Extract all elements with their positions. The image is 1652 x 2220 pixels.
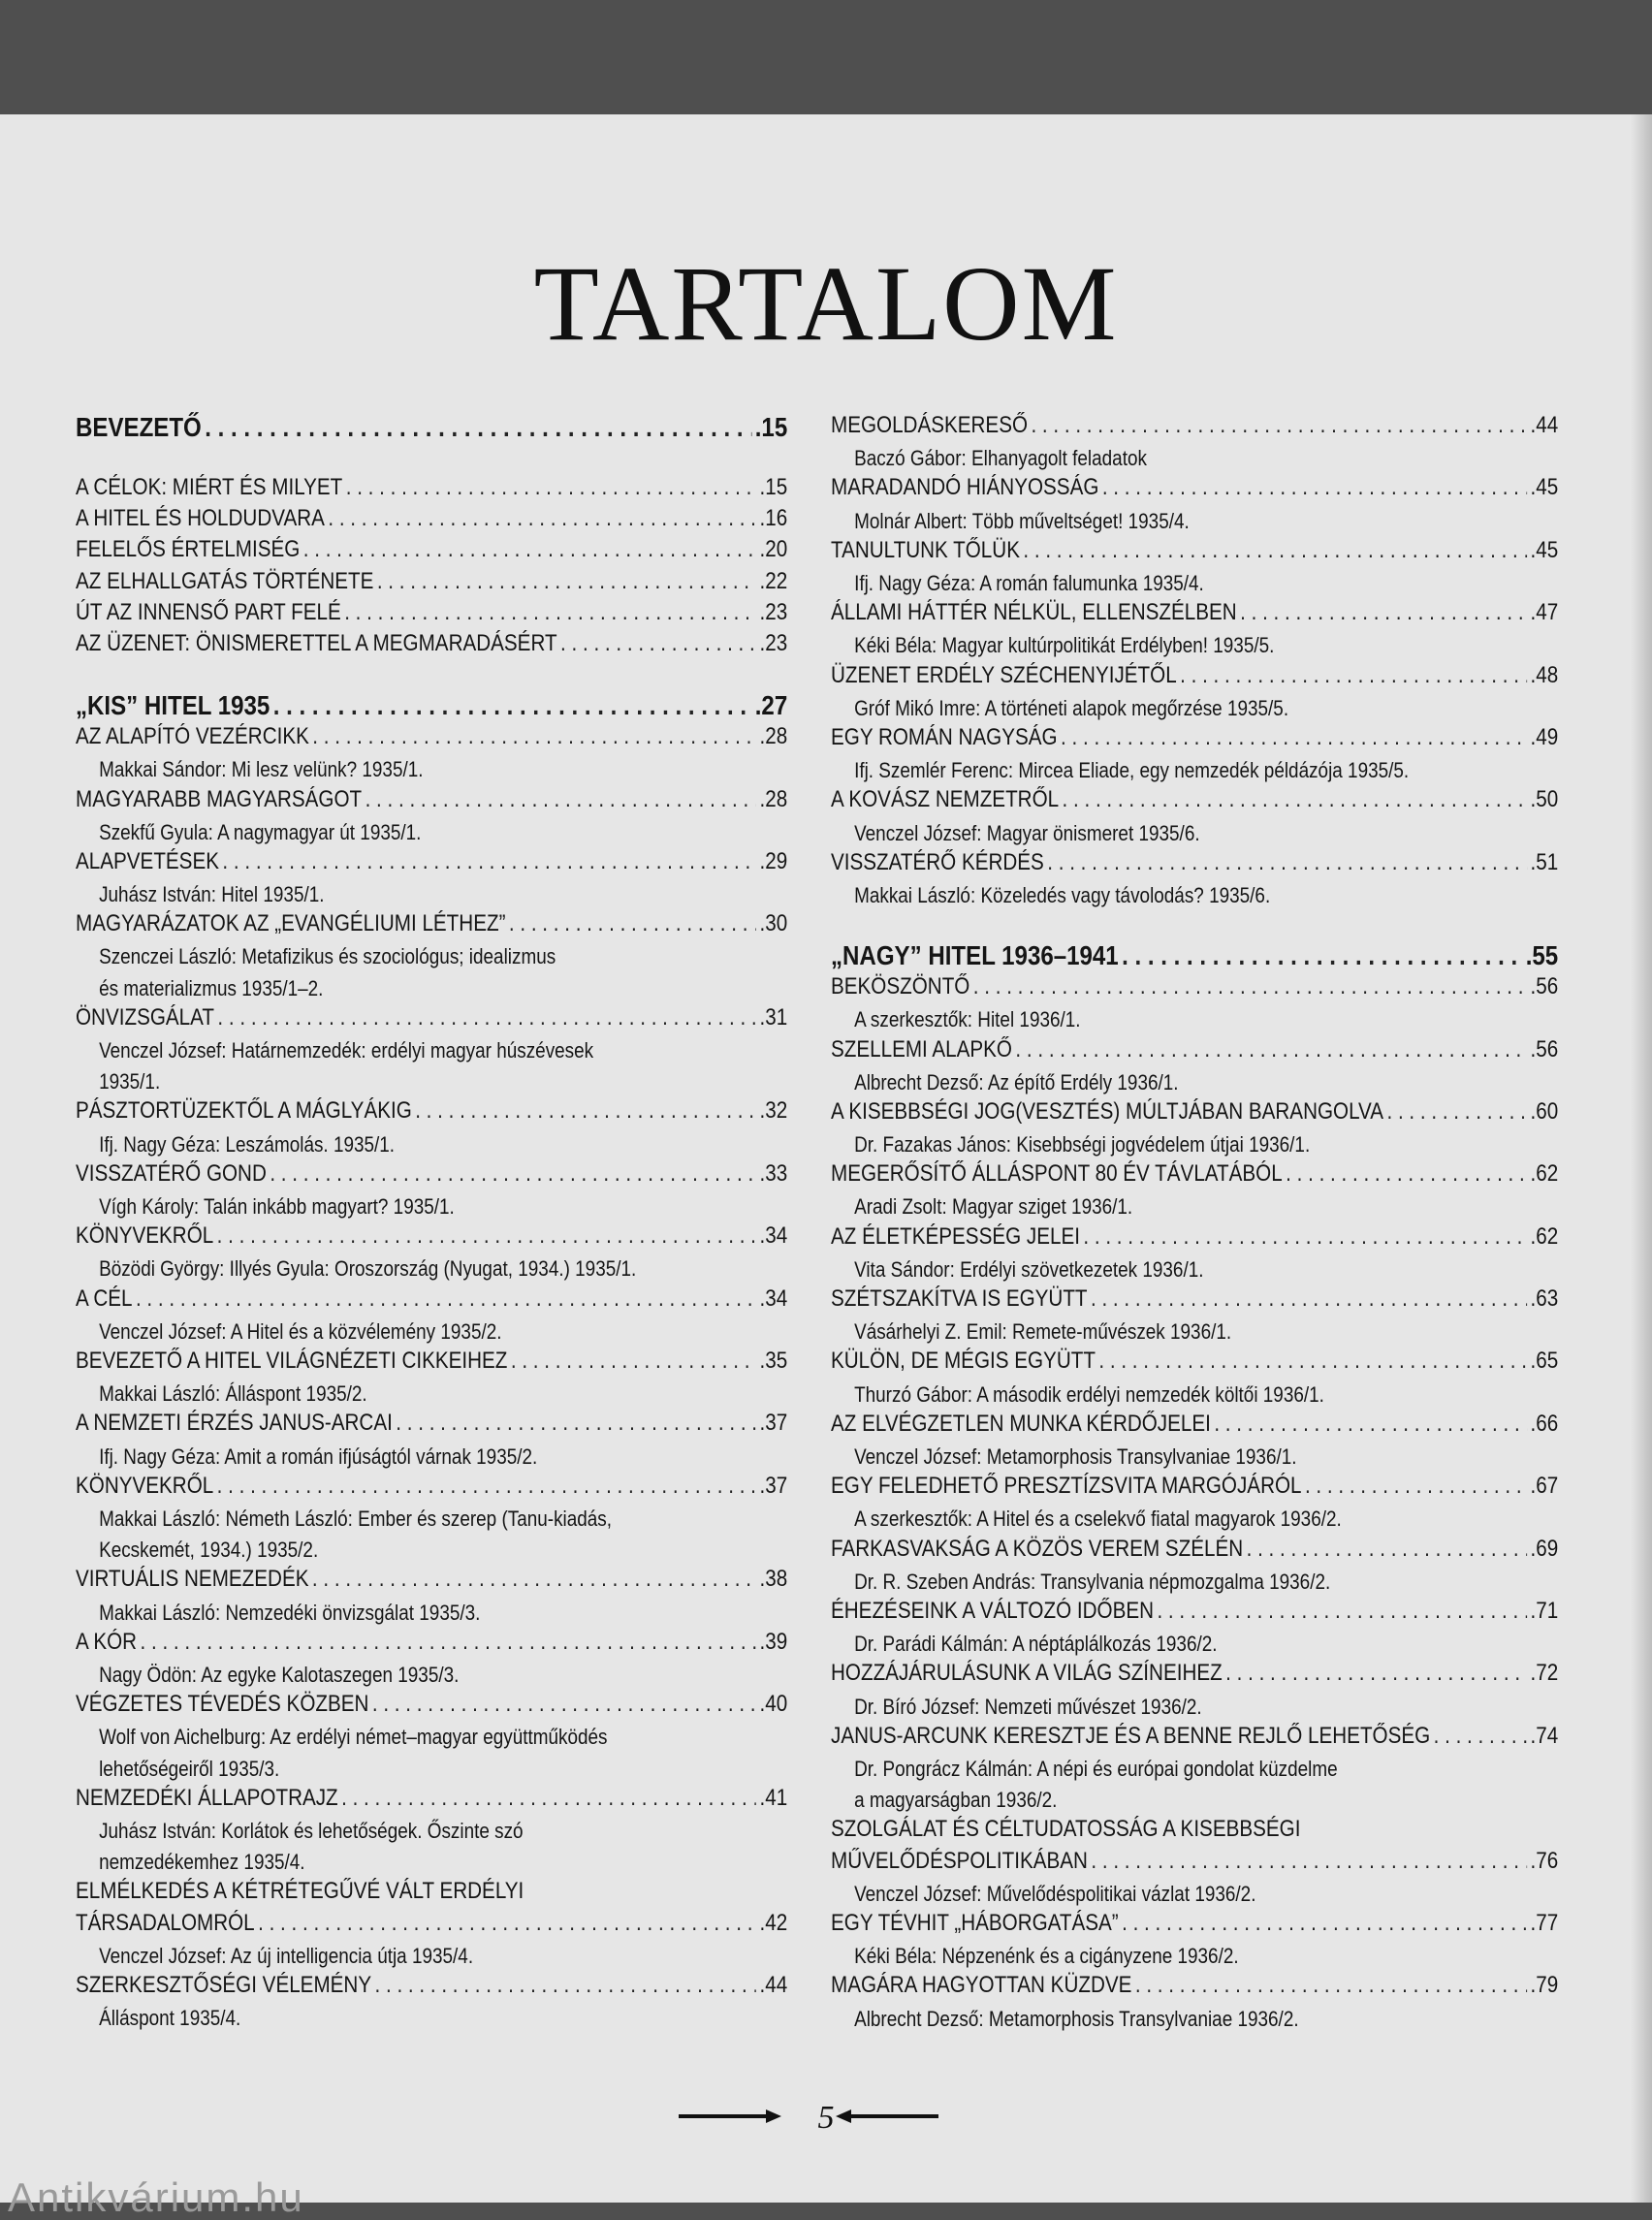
toc-entry-author: Ifj. Nagy Géza: Amit a román ifjúságtól várnak 1935/2.: [99, 1443, 538, 1469]
toc-entry[interactable]: [76, 474, 787, 505]
toc-entry-title: SZOLGÁLAT ÉS CÉLTUDATOSSÁG A KISEBBSÉGI: [831, 1816, 1301, 1843]
toc-page-number: .28: [759, 785, 788, 812]
toc-page-number: .33: [759, 1159, 788, 1187]
dot-leader: [136, 1285, 756, 1313]
toc-entry[interactable]: [76, 1629, 787, 1660]
toc-entry[interactable]: [831, 849, 1558, 880]
toc-entry-title: AZ ALAPÍTÓ VEZÉRCIKK: [76, 723, 309, 750]
toc-entry[interactable]: [831, 474, 1558, 505]
toc-entry-title: SZERKESZTŐSÉGI VÉLEMÉNY: [76, 1971, 372, 1998]
toc-entry-author: Ifj. Nagy Géza: A román falumunka 1935/4.: [854, 570, 1204, 595]
dot-leader: [1015, 1036, 1527, 1063]
toc-page-number: .40: [759, 1691, 788, 1718]
dot-leader: [372, 1691, 756, 1718]
toc-entry[interactable]: [76, 1097, 787, 1128]
toc-entry-title: AZ ÉLETKÉPESSÉG JELEI: [831, 1222, 1080, 1250]
toc-page-number: .77: [1530, 1909, 1559, 1936]
dot-leader: [312, 1566, 756, 1593]
toc-entry[interactable]: [831, 1348, 1558, 1379]
dot-leader: [1225, 1660, 1527, 1687]
toc-entry[interactable]: [76, 1972, 787, 2003]
toc-entry-title: FELELŐS ÉRTELMISÉG: [76, 536, 301, 563]
toc-page-number: .65: [1530, 1348, 1559, 1375]
toc-entry-author: Molnár Albert: Több műveltséget! 1935/4.: [854, 508, 1190, 533]
toc-entry-author: Álláspont 1935/4.: [99, 2006, 241, 2031]
toc-page-number: .37: [759, 1472, 788, 1499]
dot-leader: [509, 910, 756, 937]
toc-entry-title: NEMZEDÉKI ÁLLAPOTRAJZ: [76, 1784, 338, 1811]
toc-entry-title: KÜLÖN, DE MÉGIS EGYÜTT: [831, 1348, 1096, 1375]
toc-page-number: .27: [754, 690, 788, 721]
toc-entry[interactable]: [831, 1598, 1558, 1629]
toc-entry[interactable]: [831, 599, 1558, 630]
toc-entry-title: A CÉLOK: MIÉRT ÉS MILYET: [76, 474, 343, 500]
toc-entry-title: ÁLLAMI HÁTTÉR NÉLKÜL, ELLENSZÉLBEN: [831, 599, 1237, 626]
toc-entry-author: lehetőségeiről 1935/3.: [99, 1756, 280, 1781]
dot-leader: [1135, 1972, 1527, 1999]
toc-entry[interactable]: [76, 910, 787, 941]
toc-page-number: .76: [1530, 1847, 1559, 1874]
toc-entry[interactable]: [831, 1536, 1558, 1567]
toc-entry-title: FARKASVAKSÁG A KÖZÖS VEREM SZÉLÉN: [831, 1535, 1244, 1562]
dot-leader: [1098, 1348, 1527, 1375]
toc-entry[interactable]: [76, 1410, 787, 1441]
toc-page-number: .20: [759, 536, 788, 563]
toc-entry-author: Venczel József: Magyar önismeret 1935/6.: [854, 820, 1200, 845]
toc-page-number: .31: [759, 1003, 788, 1031]
toc-page-number: .23: [759, 598, 788, 625]
toc-entry-title: AZ ELVÉGZETLEN MUNKA KÉRDŐJELEI: [831, 1410, 1211, 1437]
dot-leader: [1180, 662, 1527, 689]
toc-entry[interactable]: [76, 1348, 787, 1379]
toc-entry-title: KÖNYVEKRŐL: [76, 1472, 214, 1499]
toc-page-number: .71: [1530, 1598, 1559, 1625]
dot-leader: [346, 474, 756, 501]
dot-leader: [1434, 1723, 1527, 1750]
dot-leader: [205, 412, 751, 443]
toc-entry[interactable]: [76, 1160, 787, 1191]
toc-entry[interactable]: [831, 537, 1558, 568]
toc-entry[interactable]: [76, 1285, 787, 1316]
toc-section-heading[interactable]: [76, 412, 787, 445]
toc-page-number: .45: [1530, 474, 1559, 501]
toc-page-number: .16: [759, 505, 788, 532]
toc-entry-author: Venczel József: Művelődéspolitikai vázlat 1936/2.: [854, 1881, 1256, 1906]
dot-leader: [1240, 599, 1527, 626]
toc-entry[interactable]: [76, 536, 787, 567]
toc-page-number: .38: [759, 1566, 788, 1593]
toc-page-number: .51: [1530, 848, 1559, 875]
toc-page-number: .62: [1530, 1160, 1559, 1188]
dot-leader: [141, 1629, 757, 1656]
toc-page-number: .72: [1530, 1660, 1559, 1687]
dot-leader: [1023, 537, 1527, 564]
dot-leader: [1122, 940, 1522, 971]
dot-leader: [273, 690, 752, 721]
toc-entry-title: SZELLEMI ALAPKŐ: [831, 1035, 1012, 1062]
dot-leader: [973, 973, 1527, 1000]
toc-entry-author: a magyarságban 1936/2.: [854, 1788, 1058, 1813]
dot-leader: [1063, 786, 1527, 813]
toc-page-number: .56: [1530, 1035, 1559, 1062]
toc-entry[interactable]: [76, 723, 787, 754]
dot-leader: [1031, 412, 1527, 439]
toc-page-number: .60: [1530, 1097, 1559, 1125]
toc-entry-author: Kecskemét, 1934.) 1935/2.: [99, 1538, 319, 1563]
toc-entry-title: ÚT AZ INNENSŐ PART FELÉ: [76, 598, 341, 625]
toc-entry-title: A KÓR: [76, 1628, 138, 1655]
toc-entry[interactable]: [76, 1691, 787, 1722]
toc-entry-title: VIRTUÁLIS NEMEZEDÉK: [76, 1566, 309, 1593]
toc-entry-title: AZ ÜZENET: ÖNISMERETTEL A MEGMARADÁSÉRT: [76, 629, 557, 656]
toc-entry-title: ÉHEZÉSEINK A VÁLTOZÓ IDŐBEN: [831, 1598, 1155, 1625]
toc-entry-author: Makkai László: Nemzedéki önvizsgálat 1935/3.: [99, 1600, 481, 1625]
section-gap: [831, 911, 1560, 940]
dot-leader: [560, 630, 756, 657]
toc-page-number: .15: [754, 412, 788, 442]
toc-page-number: .47: [1530, 599, 1559, 626]
toc-page-number: .30: [759, 910, 788, 937]
toc-entry-author: Gróf Mikó Imre: A történeti alapok megőrzése 1935/5.: [854, 695, 1289, 720]
toc-entry-author: Vásárhelyi Z. Emil: Remete-művészek 1936/1.: [854, 1319, 1232, 1345]
dot-leader: [1091, 1848, 1527, 1875]
toc-entry-title: VISSZATÉRŐ KÉRDÉS: [831, 848, 1044, 875]
dot-leader: [217, 1222, 756, 1250]
toc-entry-author: Venczel József: A Hitel és a közvélemény 1935/2.: [99, 1318, 502, 1344]
toc-entry-author: Makkai László: Németh László: Ember és szerep (Tanu-kiadás,: [99, 1506, 613, 1532]
toc-entry-author: Dr. Fazakas János: Kisebbségi jogvédelem útjai 1936/1.: [854, 1132, 1311, 1158]
toc-entry-author: Makkai Sándor: Mi lesz velünk? 1935/1.: [99, 757, 424, 782]
toc-entry[interactable]: [831, 1660, 1558, 1691]
toc-entry-author: Bözödi György: Illyés Gyula: Oroszország (Nyugat, 1934.) 1935/1.: [99, 1256, 637, 1282]
dot-leader: [1305, 1473, 1527, 1500]
toc-entry-title: HOZZÁJÁRULÁSUNK A VILÁG SZÍNEIHEZ: [831, 1660, 1223, 1687]
toc-entry-title: MAGYARABB MAGYARSÁGOT: [76, 785, 363, 812]
page-edge-shadow: [1631, 114, 1652, 2203]
toc-entry-author: Baczó Gábor: Elhanyagolt feladatok: [854, 446, 1147, 471]
toc-entry-title: TÁRSADALOMRÓL: [76, 1909, 255, 1936]
dot-leader: [328, 505, 756, 532]
toc-entry-author: Venczel József: Metamorphosis Transylvaniae 1936/1.: [854, 1444, 1297, 1470]
toc-page-number: .44: [1530, 412, 1559, 438]
toc-page-number: .79: [1530, 1972, 1559, 1999]
toc-entry[interactable]: [76, 599, 787, 630]
toc-page-number: .67: [1530, 1473, 1559, 1500]
toc-entry[interactable]: [76, 505, 787, 536]
toc-page-number: .48: [1530, 661, 1559, 688]
toc-entry[interactable]: [76, 1222, 787, 1253]
toc-page-number: .42: [759, 1909, 788, 1936]
toc-page-number: .15: [759, 474, 788, 500]
toc-entry-title: „NAGY” HITEL 1936–1941: [831, 940, 1119, 971]
toc-entry-author: Venczel József: Az új intelligencia útja 1935/4.: [99, 1943, 474, 1968]
dot-leader: [365, 786, 757, 813]
toc-page-number: .49: [1530, 723, 1559, 750]
toc-entry-title: A CÉL: [76, 1284, 133, 1312]
toc-entry-author: Makkai László: Közeledés vagy távolodás? 1935/6.: [854, 882, 1271, 907]
toc-entry-author: Juhász István: Hitel 1935/1.: [99, 882, 325, 907]
toc-right-column: [831, 412, 1560, 2035]
toc-page-number: .41: [759, 1784, 788, 1811]
toc-page-number: .28: [759, 723, 788, 750]
toc-page-number: .34: [759, 1222, 788, 1250]
toc-entry[interactable]: [76, 568, 787, 599]
dot-leader: [415, 1097, 756, 1125]
toc-entry-title: MŰVELŐDÉSPOLITIKÁBAN: [831, 1847, 1088, 1874]
toc-entry[interactable]: [831, 1910, 1558, 1941]
toc-entry[interactable]: [831, 786, 1558, 817]
watermark: Antikvárium.hu: [8, 2174, 304, 2220]
toc-entry-author: nemzedékemhez 1935/4.: [99, 1850, 305, 1875]
toc-entry-author: Vita Sándor: Erdélyi szövetkezetek 1936/1.: [854, 1256, 1204, 1282]
toc-entry-author: Nagy Ödön: Az egyke Kalotaszegen 1935/3.: [99, 1663, 460, 1687]
toc-entry[interactable]: [831, 1473, 1558, 1504]
toc-entry-title: A HITEL ÉS HOLDUDVARA: [76, 505, 325, 532]
toc-entry-author: 1935/1.: [99, 1069, 161, 1094]
toc-entry-author: A szerkesztők: Hitel 1936/1.: [854, 1007, 1081, 1032]
toc-entry-title: A KOVÁSZ NEMZETRŐL: [831, 786, 1060, 813]
toc-entry[interactable]: [76, 1473, 787, 1504]
dot-leader: [217, 1473, 756, 1500]
dot-leader: [377, 568, 756, 595]
right-arrow-ornament: [851, 2114, 938, 2118]
dot-leader: [1122, 1910, 1527, 1937]
toc-entry[interactable]: [76, 630, 787, 661]
toc-entry-author: A szerkesztők: A Hitel és a cselekvő fiatal magyarok 1936/2.: [854, 1506, 1342, 1532]
toc-entry[interactable]: [76, 848, 787, 879]
toc-entry[interactable]: [831, 1036, 1558, 1067]
toc-entry[interactable]: [831, 662, 1558, 693]
dot-leader: [1091, 1285, 1527, 1313]
toc-entry-title: PÁSZTORTÜZEKTŐL A MÁGLYÁKIG: [76, 1097, 412, 1125]
toc-page-number: .32: [759, 1097, 788, 1125]
toc-entry-title: SZÉTSZAKÍTVA IS EGYÜTT: [831, 1285, 1088, 1313]
toc-entry-title: „KIS” HITEL 1935: [76, 690, 270, 721]
section-gap: [76, 661, 789, 690]
toc-entry-author: Ifj. Szemlér Ferenc: Mircea Eliade, egy nemzedék példázója 1935/5.: [854, 758, 1410, 783]
toc-page-number: .29: [759, 847, 788, 874]
dot-leader: [375, 1972, 757, 1999]
toc-entry-author: Dr. R. Szeben András: Transylvania népmozgalma 1936/2.: [854, 1569, 1331, 1594]
toc-entry-author: Albrecht Dezső: Az építő Erdély 1936/1.: [854, 1069, 1179, 1094]
toc-entry-title: BEVEZETŐ: [76, 412, 202, 442]
toc-entry[interactable]: [831, 1972, 1558, 2003]
toc-page-number: .35: [759, 1348, 788, 1375]
toc-entry[interactable]: [831, 724, 1558, 755]
toc-entry[interactable]: [76, 1910, 787, 1941]
toc-entry[interactable]: [76, 1785, 787, 1816]
toc-entry[interactable]: [831, 1098, 1558, 1129]
toc-entry-title-line: [831, 1816, 1558, 1847]
toc-entry[interactable]: [76, 1004, 787, 1035]
toc-entry[interactable]: [831, 973, 1558, 1004]
toc-entry-title: A NEMZETI ÉRZÉS JANUS-ARCAI: [76, 1410, 393, 1437]
toc-page-number: .22: [759, 567, 788, 594]
toc-page-number: .63: [1530, 1285, 1559, 1313]
dot-leader: [341, 1785, 756, 1812]
toc-page-number: .39: [759, 1628, 788, 1655]
dot-leader: [1214, 1411, 1527, 1438]
toc-entry[interactable]: [831, 1223, 1558, 1254]
toc-page-number: .66: [1530, 1410, 1559, 1437]
toc-entry-title: TANULTUNK TŐLÜK: [831, 536, 1020, 563]
toc-entry-title: A KISEBBSÉGI JOG(VESZTÉS) MÚLTJÁBAN BARANGOLVA: [831, 1097, 1384, 1125]
dot-leader: [1083, 1223, 1527, 1251]
toc-page-number: .23: [759, 629, 788, 656]
toc-entry[interactable]: [831, 1848, 1558, 1879]
dot-leader: [1157, 1598, 1527, 1625]
toc-entry-title-line: [76, 1878, 787, 1909]
dot-leader: [511, 1348, 756, 1375]
toc-entry-title: ÜZENET ERDÉLY SZÉCHENYIJÉTŐL: [831, 661, 1177, 688]
toc-entry-author: Makkai László: Álláspont 1935/2.: [99, 1381, 367, 1407]
dot-leader: [1047, 849, 1527, 876]
toc-entry-title: ELMÉLKEDÉS A KÉTRÉTEGŰVÉ VÁLT ERDÉLYI: [76, 1878, 524, 1905]
toc-entry-author: Ifj. Nagy Géza: Leszámolás. 1935/1.: [99, 1131, 396, 1157]
toc-page-number: .56: [1530, 973, 1559, 1000]
toc-page-number: .44: [759, 1971, 788, 1998]
dot-leader: [312, 723, 756, 750]
dot-leader: [270, 1160, 756, 1188]
toc-page-number: .45: [1530, 536, 1559, 563]
toc-page-number: .37: [759, 1410, 788, 1437]
dot-leader: [217, 1004, 756, 1031]
toc-entry[interactable]: [831, 1723, 1558, 1754]
toc-entry-title: BEKÖSZÖNTŐ: [831, 973, 970, 1000]
toc-section-heading[interactable]: [76, 690, 787, 723]
toc-entry[interactable]: [831, 1160, 1558, 1191]
toc-entry-title: EGY ROMÁN NAGYSÁG: [831, 723, 1058, 750]
toc-entry-title: KÖNYVEKRŐL: [76, 1222, 214, 1250]
toc-entry[interactable]: [76, 786, 787, 817]
toc-entry-title: ALAPVETÉSEK: [76, 847, 219, 874]
dot-leader: [396, 1410, 756, 1437]
toc-page-number: .74: [1530, 1722, 1559, 1749]
toc-entry-author: Juhász István: Korlátok és lehetőségek. Őszinte szó: [99, 1818, 524, 1843]
toc-entry-author: Albrecht Dezső: Metamorphosis Transylvaniae 1936/2.: [854, 2006, 1299, 2031]
toc-entry-author: Szekfű Gyula: A nagymagyar út 1935/1.: [99, 819, 422, 844]
toc-entry-title: MEGOLDÁSKERESŐ: [831, 412, 1029, 438]
toc-entry-title: MAGÁRA HAGYOTTAN KÜZDVE: [831, 1972, 1132, 1999]
toc-entry-author: Thurzó Gábor: A második erdélyi nemzedék költői 1936/1.: [854, 1381, 1324, 1407]
dot-leader: [1286, 1160, 1527, 1188]
toc-entry-author: Kéki Béla: Magyar kultúrpolitikát Erdélyben! 1935/5.: [854, 633, 1275, 658]
toc-entry-title: VISSZATÉRŐ GOND: [76, 1159, 267, 1187]
toc-entry-author: Kéki Béla: Népzenénk és a cigányzene 1936/2.: [854, 1944, 1239, 1969]
dot-leader: [303, 536, 756, 563]
toc-entry[interactable]: [831, 1411, 1558, 1442]
dot-leader: [258, 1910, 756, 1937]
toc-entry-title: ÖNVIZSGÁLAT: [76, 1003, 214, 1031]
page-number: 5: [817, 2100, 835, 2136]
toc-entry-title: VÉGZETES TÉVEDÉS KÖZBEN: [76, 1691, 369, 1718]
dot-leader: [344, 599, 756, 626]
page-title: TARTALOM: [533, 244, 1119, 363]
toc-entry-title: MARADANDÓ HIÁNYOSSÁG: [831, 474, 1099, 501]
toc-entry-author: Aradi Zsolt: Magyar sziget 1936/1.: [854, 1194, 1133, 1220]
toc-entry[interactable]: [76, 1566, 787, 1597]
toc-entry-title: AZ ELHALLGATÁS TÖRTÉNETE: [76, 567, 374, 594]
toc-entry-title: EGY TÉVHIT „HÁBORGATÁSA”: [831, 1909, 1119, 1936]
toc-page-number: .62: [1530, 1222, 1559, 1250]
toc-entry-title: JANUS-ARCUNK KERESZTJE ÉS A BENNE REJLŐ LEHETŐSÉG: [831, 1722, 1431, 1749]
toc-page-number: .50: [1530, 786, 1559, 813]
toc-page-number: .55: [1525, 940, 1559, 971]
toc-entry-title: MEGERŐSÍTŐ ÁLLÁSPONT 80 ÉV TÁVLATÁBÓL: [831, 1160, 1283, 1188]
toc-entry-author: és materializmus 1935/1–2.: [99, 975, 324, 1000]
toc-entry-author: Szenczei László: Metafizikus és szociológus; idealizmus: [99, 944, 556, 969]
dot-leader: [222, 848, 756, 875]
toc-entry-title: MAGYARÁZATOK AZ „EVANGÉLIUMI LÉTHEZ”: [76, 910, 506, 937]
toc-entry-author: Dr. Bíró József: Nemzeti művészet 1936/2.: [854, 1694, 1202, 1719]
dot-leader: [1247, 1536, 1527, 1563]
toc-entry-author: Dr. Parádi Kálmán: A néptáplálkozás 1936/2.: [854, 1632, 1218, 1657]
toc-entry-author: Dr. Pongrácz Kálmán: A népi és európai gondolat küzdelme: [854, 1757, 1338, 1781]
toc-entry-author: Wolf von Aichelburg: Az erdélyi német–magyar együttműködés: [99, 1725, 608, 1750]
toc-entry-author: Vígh Károly: Talán inkább magyart? 1935/1.: [99, 1194, 455, 1220]
dot-leader: [1386, 1098, 1527, 1126]
toc-section-heading[interactable]: [831, 940, 1558, 973]
toc-page-number: .69: [1530, 1535, 1559, 1562]
toc-entry[interactable]: [831, 1285, 1558, 1316]
toc-entry-title: EGY FELEDHETŐ PRESZTÍZSVITA MARGÓJÁRÓL: [831, 1473, 1302, 1500]
dot-leader: [1102, 474, 1527, 501]
toc-entry-author: Venczel József: Határnemzedék: erdélyi magyar húszévesek: [99, 1038, 594, 1063]
section-gap: [76, 445, 789, 474]
toc-entry[interactable]: [831, 412, 1558, 443]
dot-leader: [1061, 724, 1527, 751]
toc-entry-title: BEVEZETŐ A HITEL VILÁGNÉZETI CIKKEIHEZ: [76, 1348, 508, 1375]
toc-left-column: [76, 412, 789, 2034]
toc-page-number: .34: [759, 1284, 788, 1312]
